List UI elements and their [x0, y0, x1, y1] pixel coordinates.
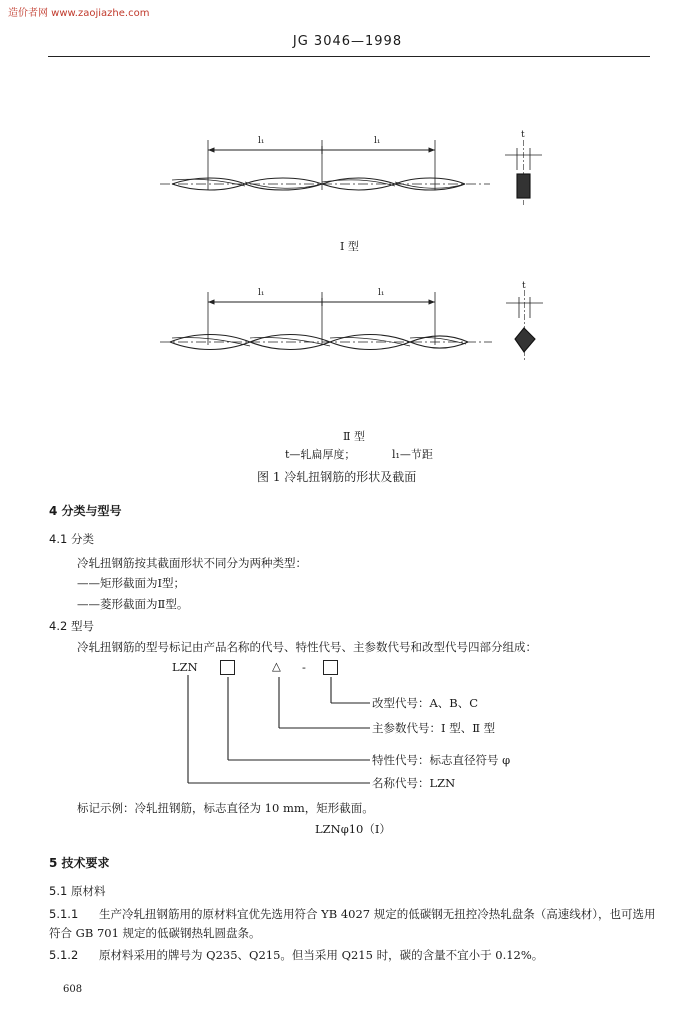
page-number: 608: [63, 984, 83, 995]
section-4-2-text: 冷轧扭钢筋的型号标记由产品名称的代号、特性代号、主参数代号和改型代号四部分组成：: [77, 640, 537, 654]
section-5-1-1-text: 生产冷轧扭钢筋用的原材料宜优先选用符合 YB 4027 规定的低碳钢无扭控冷热轧盘条（高速线材），也可选用符合 GB 701 规定的低碳钢热轧圆盘条。: [49, 907, 656, 940]
section-5-1-title: 5.1 原材料: [49, 884, 106, 898]
section-5-1-2-text: 原材料采用的牌号为 Q235、Q215。但当采用 Q215 时，碳的含量不宜小于 0.12%。: [99, 948, 544, 962]
section-5-title: 5 技术要求: [49, 856, 110, 870]
type1-label: Ⅰ 型: [340, 240, 359, 253]
model-dash: -: [302, 660, 306, 674]
type2-pitch-label-1: l₁: [258, 288, 265, 298]
main-param-triangle: △: [272, 659, 281, 673]
type1-pitch-label-1: l₁: [258, 136, 265, 146]
type1-pitch-label-2: l₁: [374, 136, 381, 146]
type2-pitch-label-2: l₁: [378, 288, 385, 298]
revision-code-box: [323, 660, 338, 675]
type1-bar-drawing: [160, 140, 542, 205]
section-5-1-1-number: 5.1.1: [49, 907, 79, 921]
model-prefix: LZN: [172, 660, 198, 674]
label-name-code: 名称代号：LZN: [372, 776, 456, 790]
feature-code-box: [220, 660, 235, 675]
section-4-1-text: 冷轧扭钢筋按其截面形状不同分为两种类型：: [77, 556, 307, 570]
section-4-1-item-1: ——矩形截面为Ⅰ型；: [77, 576, 186, 590]
section-4-1-title: 4.1 分类: [49, 532, 94, 546]
watermark: 造价者网 www.zaojiazhe.com: [8, 8, 150, 19]
rectangular-section: [517, 174, 530, 198]
section-5-1-2-number: 5.1.2: [49, 948, 79, 962]
label-revision-code: 改型代号：A、B、C: [372, 696, 479, 710]
legend-pitch: l₁—节距: [392, 448, 433, 461]
section-4-2-title: 4.2 型号: [49, 619, 94, 633]
type2-thickness-label: t: [522, 281, 526, 291]
type2-bar-drawing: [160, 290, 543, 362]
standard-code-header: JG 3046—1998: [292, 34, 403, 49]
type2-label: Ⅱ 型: [343, 430, 365, 443]
legend-thickness: t—轧扁厚度；: [285, 448, 356, 461]
section-4-title: 4 分类与型号: [49, 504, 122, 518]
figure-caption: 图 1 冷轧扭钢筋的形状及截面: [257, 470, 417, 484]
section-4-1-item-2: ——菱形截面为Ⅱ型。: [77, 597, 189, 611]
type1-thickness-label: t: [521, 130, 525, 140]
label-feature-code: 特性代号：标志直径符号 φ: [372, 753, 511, 767]
example-code: LZNφ10（Ⅰ）: [315, 822, 391, 836]
label-main-param-code: 主参数代号：Ⅰ 型、Ⅱ 型: [372, 721, 496, 735]
example-text: 标记示例：冷轧扭钢筋，标志直径为 10 mm，矩形截面。: [77, 801, 374, 815]
rhombic-section: [515, 328, 535, 352]
